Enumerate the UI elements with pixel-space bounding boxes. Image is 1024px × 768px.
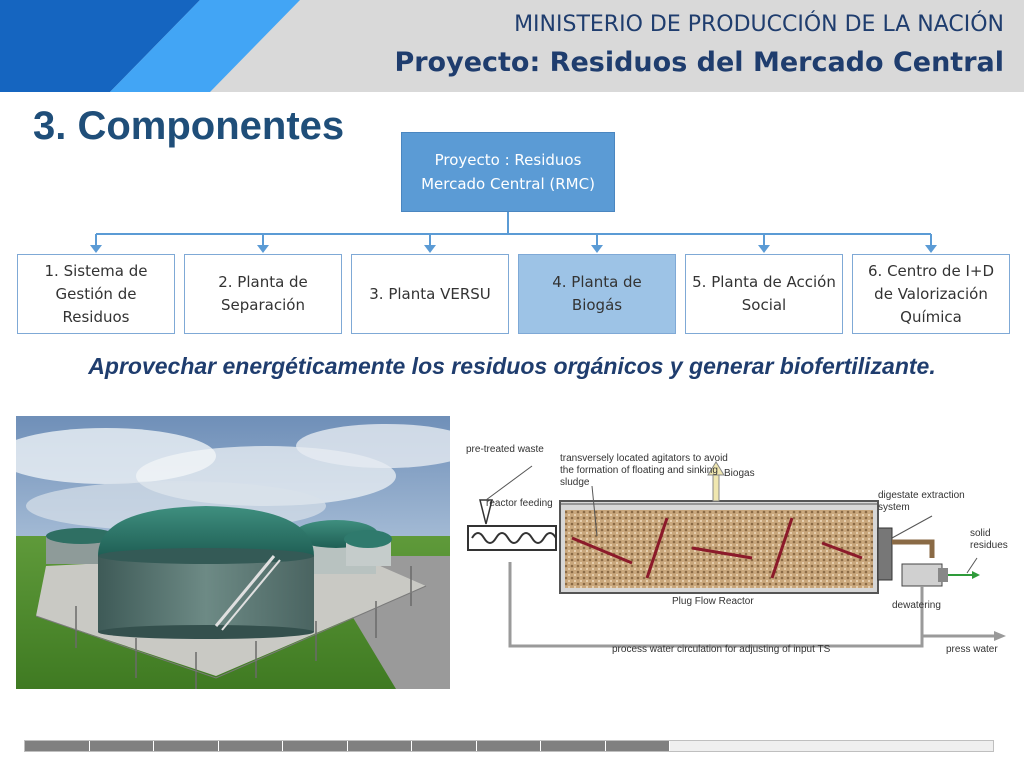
- label-plug-flow-reactor: Plug Flow Reactor: [672, 596, 754, 607]
- slide-title: 3. Componentes: [33, 104, 345, 148]
- progress-segment: [348, 741, 413, 751]
- slide-progress-bar: [24, 740, 994, 752]
- progress-segment: [670, 741, 735, 751]
- progress-segment: [412, 741, 477, 751]
- project-title: Proyecto: Residuos del Mercado Central: [394, 47, 1004, 78]
- progress-segment: [283, 741, 348, 751]
- org-root-node: Proyecto : Residuos Mercado Central (RMC): [401, 132, 615, 212]
- label-pretreated-waste: pre-treated waste: [466, 444, 544, 455]
- progress-segment: [90, 741, 155, 751]
- biogas-plant-photo: [16, 416, 450, 689]
- label-solid-residues: solid residues: [970, 528, 1008, 551]
- label-reactor-feeding: reactor feeding: [486, 498, 553, 509]
- label-extraction-system: digestate extraction system: [878, 490, 965, 513]
- label-press-water: press water: [946, 644, 998, 655]
- plug-flow-reactor-diagram: [462, 438, 1010, 662]
- org-chart-connectors: [0, 0, 1024, 260]
- org-node-5: 5. Planta de Acción Social: [685, 254, 843, 334]
- ministry-name: MINISTERIO DE PRODUCCIÓN DE LA NACIÓN: [514, 12, 1004, 37]
- org-node-6: 6. Centro de I+D de Valorización Química: [852, 254, 1010, 334]
- org-node-3: 3. Planta VERSU: [351, 254, 509, 334]
- label-process-water: process water circulation for adjusting of input TS: [612, 644, 831, 655]
- objective-tagline: Aprovechar energéticamente los residuos orgánicos y generar biofertilizante.: [88, 353, 936, 379]
- label-biogas: Biogas: [724, 468, 755, 479]
- progress-segment: [799, 741, 864, 751]
- progress-segment: [154, 741, 219, 751]
- progress-segment: [477, 741, 542, 751]
- progress-segment: [864, 741, 929, 751]
- progress-segment: [541, 741, 606, 751]
- org-node-4: 4. Planta de Biogás: [518, 254, 676, 334]
- progress-segment: [735, 741, 800, 751]
- progress-segment: [219, 741, 284, 751]
- label-dewatering: dewatering: [892, 600, 941, 611]
- progress-segment: [25, 741, 90, 751]
- org-node-1: 1. Sistema de Gestión de Residuos: [17, 254, 175, 334]
- label-agitators: transversely located agitators to avoid the formation of floating and sinking sludge: [560, 453, 728, 488]
- org-node-2: 2. Planta de Separación: [184, 254, 342, 334]
- progress-segment: [606, 741, 671, 751]
- progress-segment: [928, 741, 993, 751]
